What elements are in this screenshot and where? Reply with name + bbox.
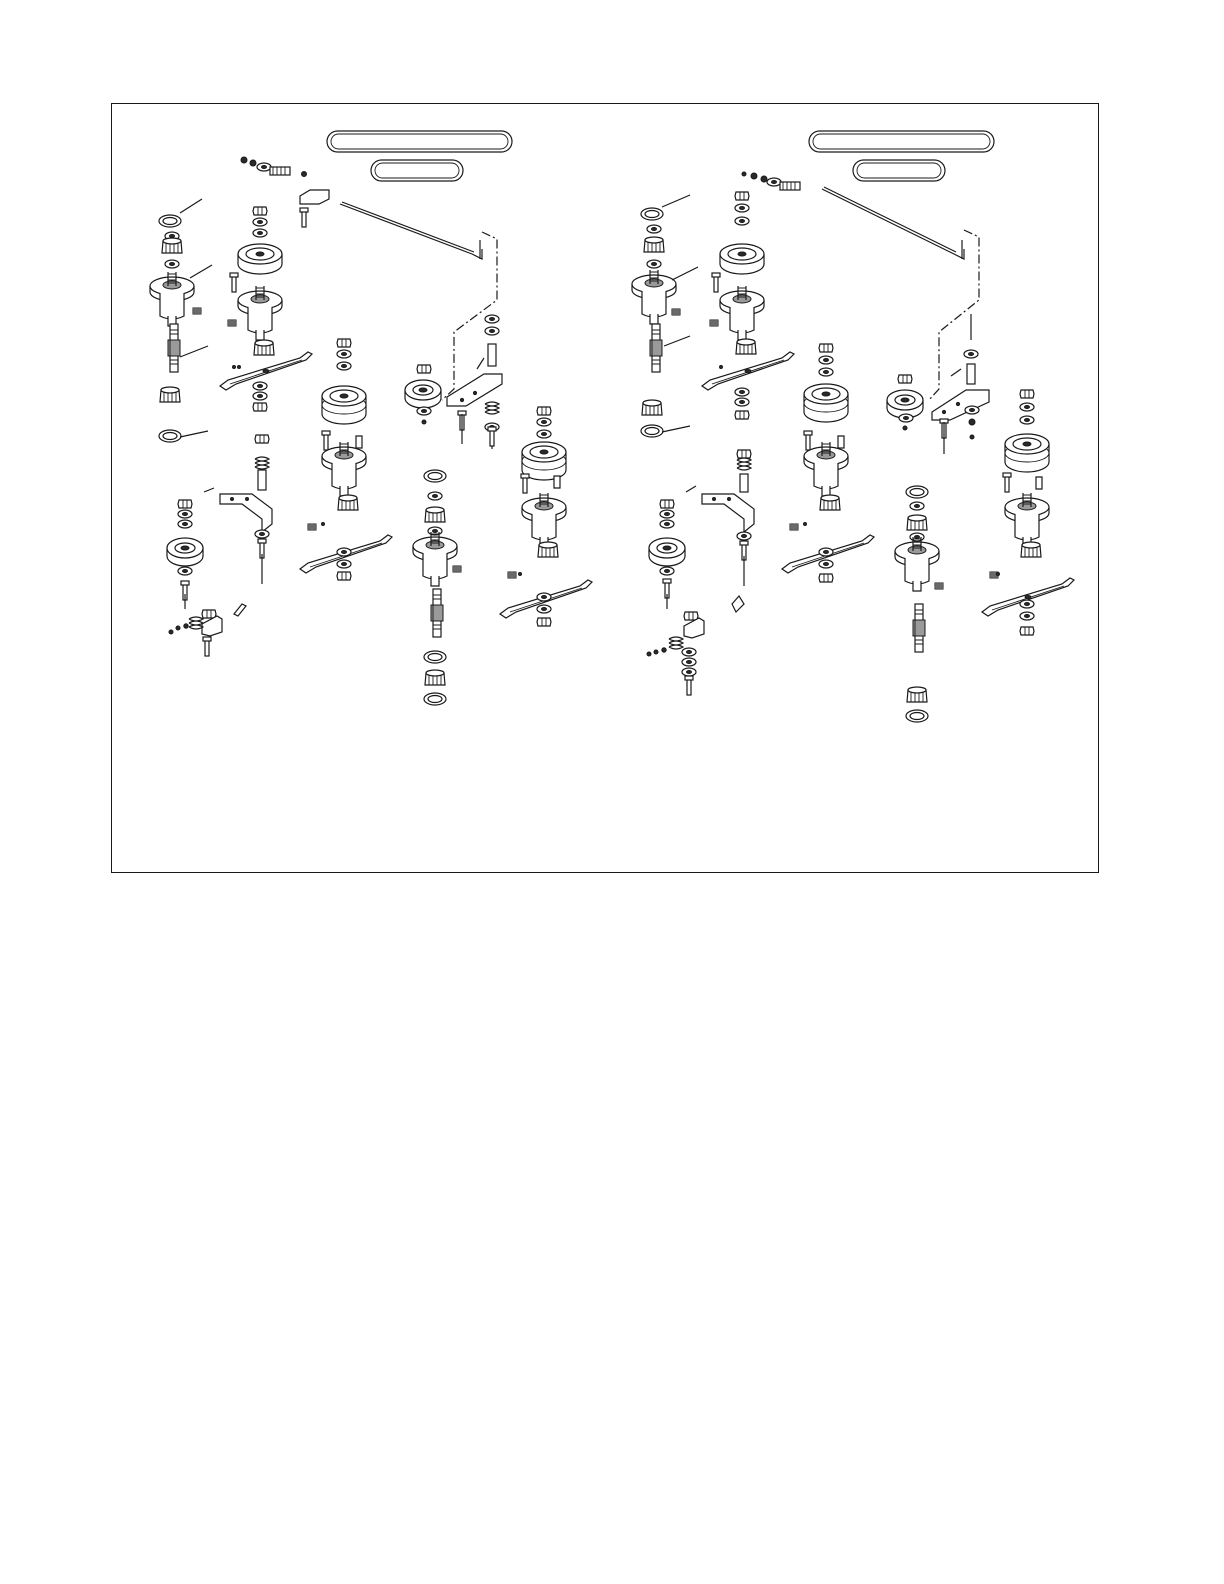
belt-small-left: [371, 160, 463, 181]
spindle-stack-right-e: [982, 390, 1074, 635]
spindle-stack-right-b: [702, 192, 794, 419]
left-assembly: [150, 131, 592, 705]
spindle-stack-left-a: [150, 199, 212, 442]
spindle-stack-right-d: [895, 486, 943, 722]
spindle-stack-right-c: [782, 344, 874, 582]
belt-large-right: [809, 131, 994, 152]
spindle-stack-right-a: [632, 195, 698, 437]
spindle-stack-left-d: [413, 470, 461, 705]
figure-frame: [111, 103, 1099, 873]
spindle-stack-left-e: [500, 407, 592, 626]
spindle-stack-left-b: [220, 207, 312, 411]
bracket-assembly-left: [167, 435, 272, 656]
right-assembly: [632, 131, 1074, 722]
spindle-stack-left-c: [300, 339, 392, 580]
idler-assembly-right: [887, 314, 989, 454]
belt-large-left: [327, 131, 512, 152]
tension-rod-right: [742, 172, 964, 259]
bracket-assembly-right: [647, 450, 754, 695]
idler-assembly-left: [405, 315, 502, 449]
belt-small-right: [853, 160, 945, 181]
tension-rod-left: [241, 157, 482, 259]
